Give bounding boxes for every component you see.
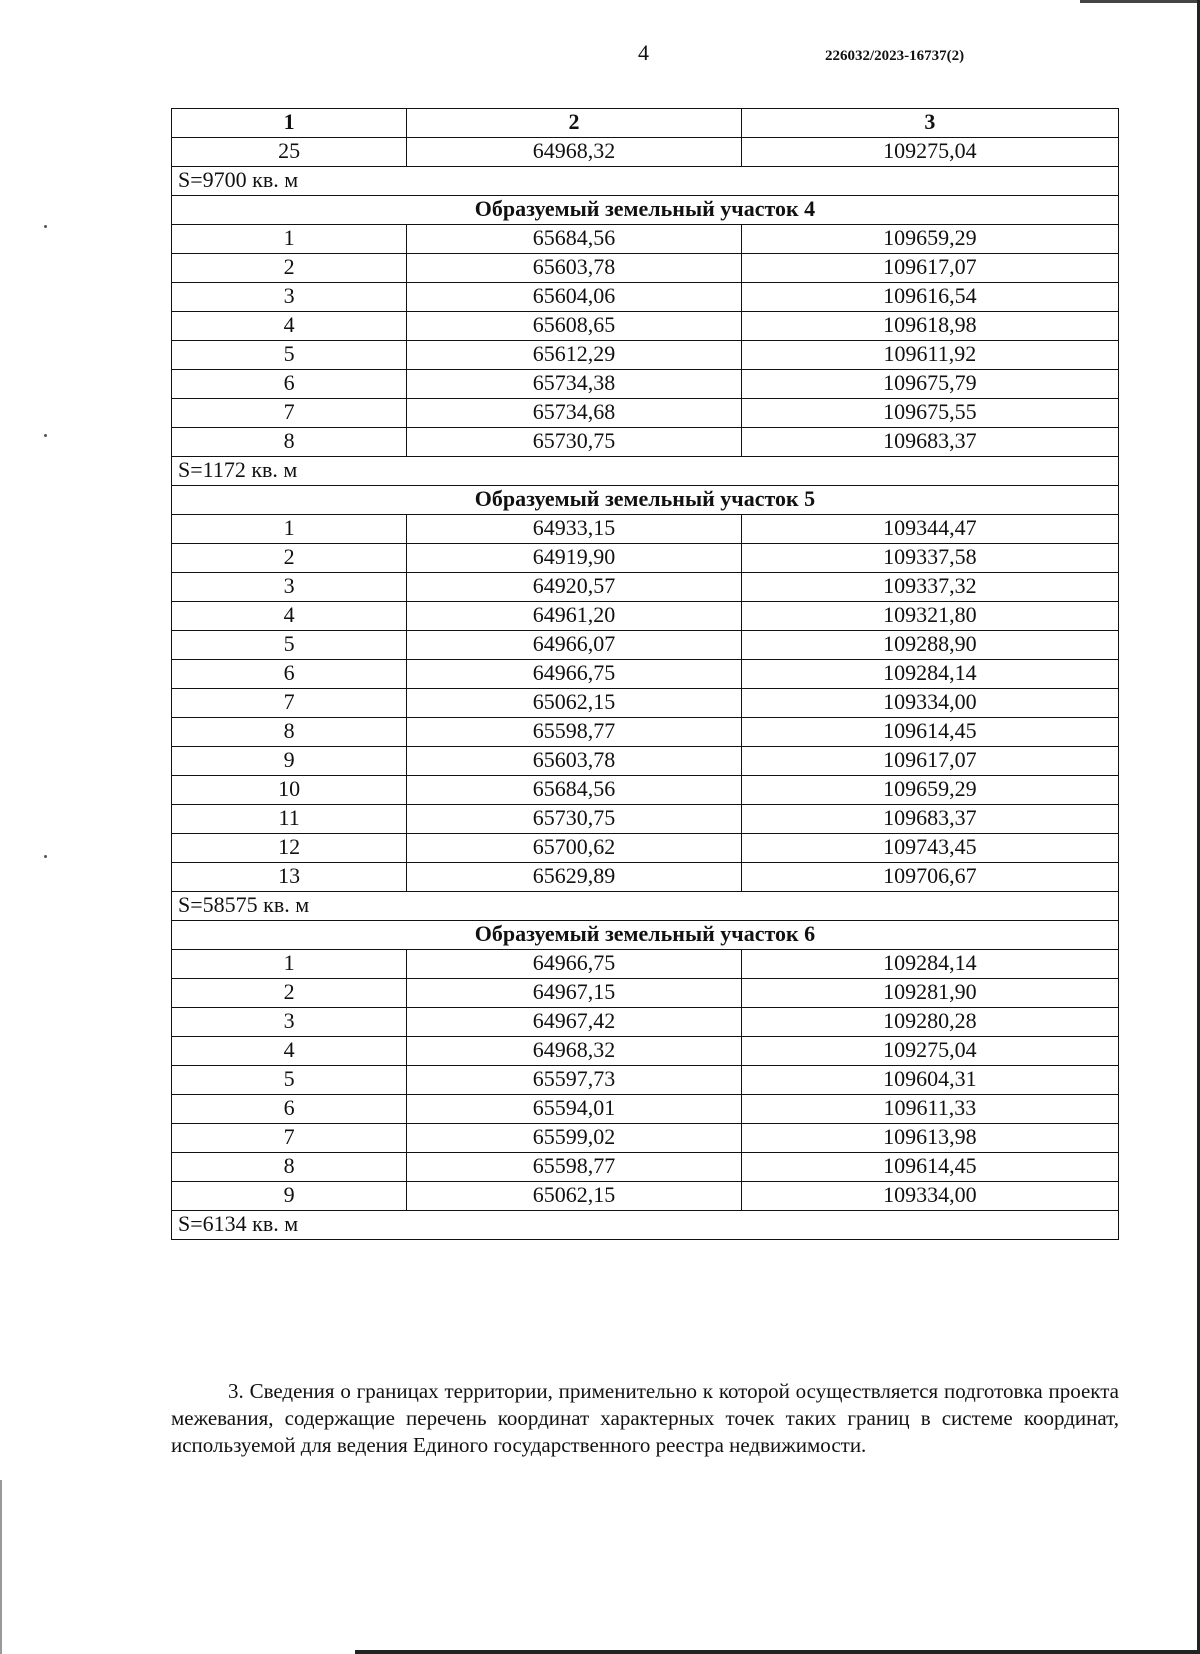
point-number-cell: 13 xyxy=(172,863,407,892)
x-coordinate-cell: 65062,15 xyxy=(407,689,742,718)
point-number-cell: 2 xyxy=(172,254,407,283)
y-coordinate-cell: 109659,29 xyxy=(741,225,1118,254)
section-heading: Образуемый земельный участок 4 xyxy=(172,196,1119,225)
x-coordinate-cell: 64933,15 xyxy=(407,515,742,544)
y-coordinate-cell: 109275,04 xyxy=(741,1037,1118,1066)
table-row xyxy=(172,225,1119,254)
point-number-cell: 6 xyxy=(172,1095,407,1124)
table-row xyxy=(172,312,1119,341)
y-coordinate-cell: 109334,00 xyxy=(741,1182,1118,1211)
y-coordinate-cell: 109706,67 xyxy=(741,863,1118,892)
y-coordinate-cell: 109604,31 xyxy=(741,1066,1118,1095)
point-number-cell: 3 xyxy=(172,1008,407,1037)
y-coordinate-cell: 109613,98 xyxy=(741,1124,1118,1153)
x-coordinate-cell: 65629,89 xyxy=(407,863,742,892)
area-row xyxy=(172,1211,1119,1240)
scan-edge-top xyxy=(1080,0,1200,3)
point-number-cell: 25 xyxy=(172,138,407,167)
table-row xyxy=(172,544,1119,573)
x-coordinate-cell: 65603,78 xyxy=(407,254,742,283)
column-header-y: 3 xyxy=(741,109,1118,138)
y-coordinate-cell: 109683,37 xyxy=(741,805,1118,834)
coordinates-table-body xyxy=(172,109,1119,1240)
section-heading: Образуемый земельный участок 6 xyxy=(172,921,1119,950)
table-row xyxy=(172,1124,1119,1153)
table-row xyxy=(172,1008,1119,1037)
document-id: 226032/2023-16737(2) xyxy=(825,48,965,64)
table-row xyxy=(172,950,1119,979)
table-row xyxy=(172,834,1119,863)
y-coordinate-cell: 109337,32 xyxy=(741,573,1118,602)
table-row xyxy=(172,863,1119,892)
x-coordinate-cell: 65062,15 xyxy=(407,1182,742,1211)
point-number-cell: 7 xyxy=(172,689,407,718)
area-row xyxy=(172,457,1119,486)
table-row xyxy=(172,776,1119,805)
point-number-cell: 8 xyxy=(172,428,407,457)
y-coordinate-cell: 109344,47 xyxy=(741,515,1118,544)
x-coordinate-cell: 65734,38 xyxy=(407,370,742,399)
x-coordinate-cell: 65684,56 xyxy=(407,225,742,254)
point-number-cell: 1 xyxy=(172,950,407,979)
x-coordinate-cell: 64968,32 xyxy=(407,1037,742,1066)
point-number-cell: 2 xyxy=(172,544,407,573)
y-coordinate-cell: 109659,29 xyxy=(741,776,1118,805)
section-heading-row xyxy=(172,196,1119,225)
x-coordinate-cell: 65598,77 xyxy=(407,1153,742,1182)
point-number-cell: 5 xyxy=(172,1066,407,1095)
point-number-cell: 1 xyxy=(172,225,407,254)
point-number-cell: 3 xyxy=(172,573,407,602)
point-number-cell: 10 xyxy=(172,776,407,805)
point-number-cell: 6 xyxy=(172,370,407,399)
y-coordinate-cell: 109284,14 xyxy=(741,660,1118,689)
section-heading: Образуемый земельный участок 5 xyxy=(172,486,1119,515)
y-coordinate-cell: 109743,45 xyxy=(741,834,1118,863)
coordinates-table xyxy=(171,108,1119,1240)
y-coordinate-cell: 109321,80 xyxy=(741,602,1118,631)
point-number-cell: 1 xyxy=(172,515,407,544)
y-coordinate-cell: 109614,45 xyxy=(741,718,1118,747)
point-number-cell: 7 xyxy=(172,399,407,428)
point-number-cell: 9 xyxy=(172,747,407,776)
y-coordinate-cell: 109284,14 xyxy=(741,950,1118,979)
y-coordinate-cell: 109675,79 xyxy=(741,370,1118,399)
table-row xyxy=(172,515,1119,544)
table-row xyxy=(172,399,1119,428)
table-row xyxy=(172,660,1119,689)
x-coordinate-cell: 65597,73 xyxy=(407,1066,742,1095)
point-number-cell: 8 xyxy=(172,718,407,747)
table-row xyxy=(172,254,1119,283)
table-row xyxy=(172,718,1119,747)
boundary-info-paragraph: 3. Сведения о границах территории, применительно к которой осуществляется подготовка проекта межевания, содержащие перечень координат характерных точек таких границ в системе координат, используемой для ведения Единого государственного реестра недвижимости. xyxy=(171,1379,1119,1457)
point-number-cell: 6 xyxy=(172,660,407,689)
y-coordinate-cell: 109614,45 xyxy=(741,1153,1118,1182)
area-row xyxy=(172,167,1119,196)
point-number-cell: 7 xyxy=(172,1124,407,1153)
x-coordinate-cell: 65599,02 xyxy=(407,1124,742,1153)
y-coordinate-cell: 109683,37 xyxy=(741,428,1118,457)
table-row xyxy=(172,341,1119,370)
x-coordinate-cell: 64967,15 xyxy=(407,979,742,1008)
point-number-cell: 9 xyxy=(172,1182,407,1211)
point-number-cell: 8 xyxy=(172,1153,407,1182)
x-coordinate-cell: 65730,75 xyxy=(407,805,742,834)
area-row xyxy=(172,892,1119,921)
x-coordinate-cell: 65608,65 xyxy=(407,312,742,341)
point-number-cell: 12 xyxy=(172,834,407,863)
section-heading-row xyxy=(172,921,1119,950)
column-header-point: 1 xyxy=(172,109,407,138)
x-coordinate-cell: 65730,75 xyxy=(407,428,742,457)
x-coordinate-cell: 64966,07 xyxy=(407,631,742,660)
y-coordinate-cell: 109281,90 xyxy=(741,979,1118,1008)
point-number-cell: 3 xyxy=(172,283,407,312)
table-row xyxy=(172,573,1119,602)
point-number-cell: 4 xyxy=(172,1037,407,1066)
y-coordinate-cell: 109280,28 xyxy=(741,1008,1118,1037)
y-coordinate-cell: 109334,00 xyxy=(741,689,1118,718)
x-coordinate-cell: 64967,42 xyxy=(407,1008,742,1037)
area-value: S=58575 кв. м xyxy=(172,892,1119,921)
y-coordinate-cell: 109337,58 xyxy=(741,544,1118,573)
y-coordinate-cell: 109611,33 xyxy=(741,1095,1118,1124)
x-coordinate-cell: 64966,75 xyxy=(407,950,742,979)
x-coordinate-cell: 65684,56 xyxy=(407,776,742,805)
x-coordinate-cell: 64920,57 xyxy=(407,573,742,602)
scan-edge-left xyxy=(0,1480,2,1654)
point-number-cell: 4 xyxy=(172,602,407,631)
table-row xyxy=(172,1182,1119,1211)
y-coordinate-cell: 109616,54 xyxy=(741,283,1118,312)
x-coordinate-cell: 65604,06 xyxy=(407,283,742,312)
x-coordinate-cell: 65612,29 xyxy=(407,341,742,370)
table-row xyxy=(172,979,1119,1008)
x-coordinate-cell: 64966,75 xyxy=(407,660,742,689)
area-value: S=6134 кв. м xyxy=(172,1211,1119,1240)
page-number: 4 xyxy=(638,40,649,65)
section-heading-row xyxy=(172,486,1119,515)
table-row xyxy=(172,747,1119,776)
y-coordinate-cell: 109675,55 xyxy=(741,399,1118,428)
point-number-cell: 4 xyxy=(172,312,407,341)
table-row xyxy=(172,1066,1119,1095)
scan-speck xyxy=(44,855,47,858)
point-number-cell: 11 xyxy=(172,805,407,834)
scan-speck xyxy=(44,225,47,228)
table-row xyxy=(172,602,1119,631)
scan-edge-bottom xyxy=(355,1650,1200,1654)
table-row xyxy=(172,805,1119,834)
x-coordinate-cell: 65603,78 xyxy=(407,747,742,776)
y-coordinate-cell: 109618,98 xyxy=(741,312,1118,341)
x-coordinate-cell: 64961,20 xyxy=(407,602,742,631)
area-value: S=9700 кв. м xyxy=(172,167,1119,196)
x-coordinate-cell: 65594,01 xyxy=(407,1095,742,1124)
x-coordinate-cell: 65734,68 xyxy=(407,399,742,428)
point-number-cell: 5 xyxy=(172,631,407,660)
table-row xyxy=(172,370,1119,399)
table-row xyxy=(172,631,1119,660)
point-number-cell: 5 xyxy=(172,341,407,370)
y-coordinate-cell: 109617,07 xyxy=(741,254,1118,283)
x-coordinate-cell: 65598,77 xyxy=(407,718,742,747)
table-row xyxy=(172,1095,1119,1124)
y-coordinate-cell: 109275,04 xyxy=(741,138,1118,167)
point-number-cell: 2 xyxy=(172,979,407,1008)
scan-speck xyxy=(44,434,47,437)
table-row xyxy=(172,283,1119,312)
table-row xyxy=(172,689,1119,718)
area-value: S=1172 кв. м xyxy=(172,457,1119,486)
table-header-row xyxy=(172,109,1119,138)
x-coordinate-cell: 64968,32 xyxy=(407,138,742,167)
table-row xyxy=(172,428,1119,457)
x-coordinate-cell: 64919,90 xyxy=(407,544,742,573)
table-row xyxy=(172,1037,1119,1066)
table-row xyxy=(172,1153,1119,1182)
x-coordinate-cell: 65700,62 xyxy=(407,834,742,863)
column-header-x: 2 xyxy=(407,109,742,138)
y-coordinate-cell: 109617,07 xyxy=(741,747,1118,776)
y-coordinate-cell: 109288,90 xyxy=(741,631,1118,660)
table-row xyxy=(172,138,1119,167)
y-coordinate-cell: 109611,92 xyxy=(741,341,1118,370)
